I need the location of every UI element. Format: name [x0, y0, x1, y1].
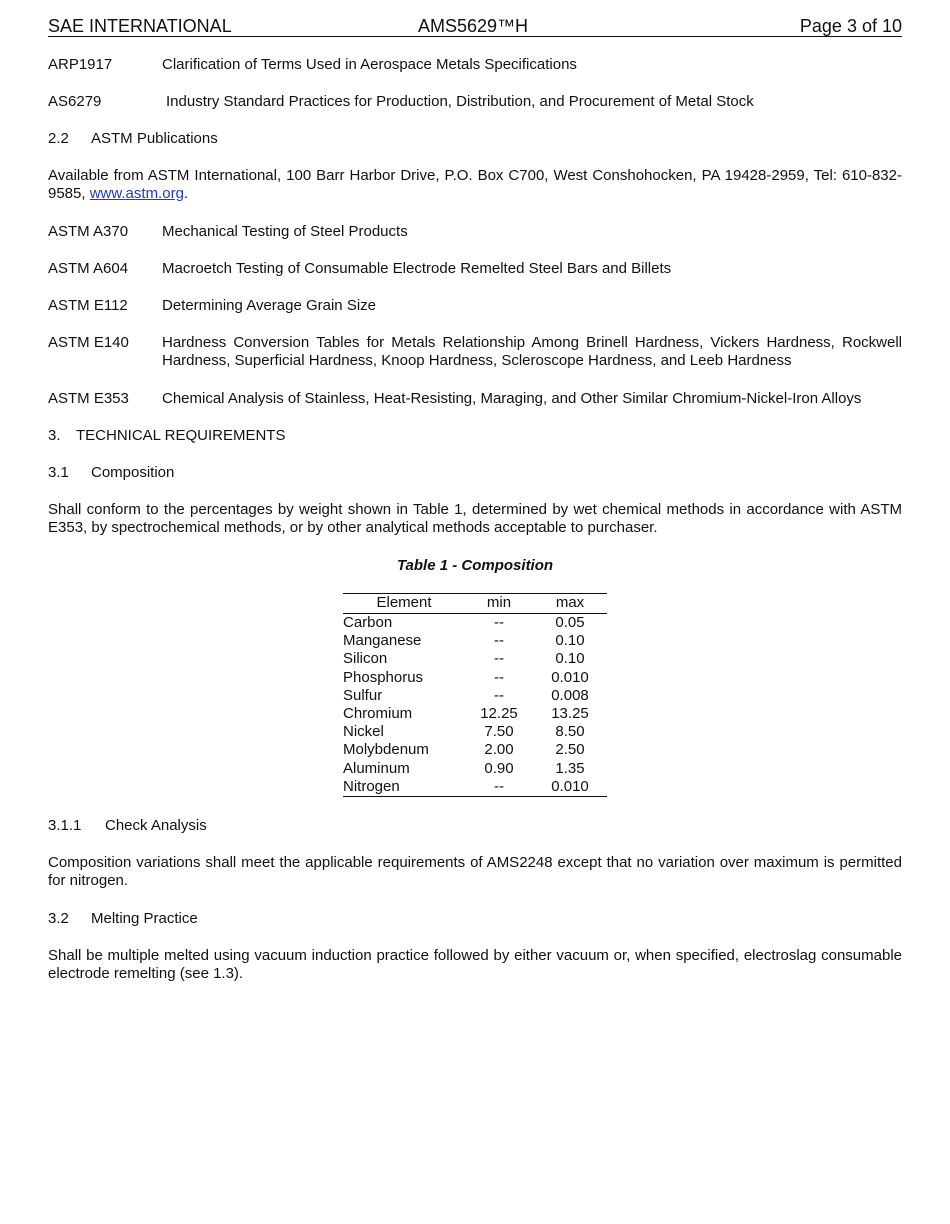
- reference-title: Macroetch Testing of Consumable Electrode Remelted Steel Bars and Billets: [162, 260, 672, 277]
- composition-paragraph: Shall conform to the percentages by weight shown in Table 1, determined by wet chemical methods in accordance with ASTM E353, by spectrochemical methods, or by other analytical methods acceptable to purchaser.: [48, 501, 902, 536]
- table-caption: Table 1 - Composition: [396, 557, 554, 574]
- table-header-row: [343, 594, 607, 614]
- table-row: [343, 723, 607, 741]
- cell-element: Aluminum: [343, 759, 410, 777]
- column-header-element: Element: [376, 594, 432, 612]
- cell-element: Carbon: [343, 614, 393, 631]
- table-row: [343, 687, 607, 705]
- section-title: TECHNICAL REQUIREMENTS: [76, 427, 286, 444]
- availability-text: Available from ASTM International, 100 Barr Harbor Drive, P.O. Box C700, West Conshohocken, PA 19428-2959, Tel: 610-832-9585,: [48, 167, 902, 202]
- section-heading-3-1-1: [48, 817, 902, 835]
- cell-min: --: [494, 668, 504, 686]
- section-number: 3.2: [48, 910, 69, 927]
- reference-title: Mechanical Testing of Steel Products: [162, 223, 408, 240]
- section-title: Melting Practice: [91, 910, 198, 927]
- section-number: 3.1.1: [48, 817, 82, 834]
- cell-max: 8.50: [555, 723, 585, 741]
- page-header: [48, 16, 902, 37]
- section-heading-3-1: [48, 464, 902, 482]
- cell-min: --: [494, 632, 504, 650]
- astm-availability-paragraph: [48, 167, 902, 203]
- table-row: [343, 650, 607, 668]
- reference-code: ASTM E353: [48, 390, 129, 407]
- cell-min: 7.50: [484, 723, 514, 741]
- melting-practice-paragraph: Shall be multiple melted using vacuum induction practice followed by either vacuum or, when specified, electroslag consumable electrode remelting (see 1.3).: [48, 947, 902, 982]
- section-number: 3.1: [48, 464, 69, 481]
- reference-title: Clarification of Terms Used in Aerospace Metals Specifications: [162, 56, 577, 73]
- cell-element: Silicon: [343, 650, 388, 668]
- section-title: Check Analysis: [105, 817, 207, 834]
- cell-min: 0.90: [484, 759, 514, 777]
- link-suffix: .: [183, 185, 189, 202]
- composition-table: [343, 593, 607, 797]
- cell-element: Molybdenum: [343, 741, 429, 759]
- header-doc-id: AMS5629™H: [418, 16, 529, 36]
- reference-title: Hardness Conversion Tables for Metals Relationship Among Brinell Hardness, Vickers Hardness, Rockwell Hardness, Superficial Hardness, Knoop Hardness, Scleroscope Hardness, and Leeb Hardness: [162, 334, 902, 369]
- cell-min: --: [494, 650, 504, 668]
- cell-max: 0.10: [555, 632, 585, 650]
- cell-max: 0.008: [551, 686, 589, 704]
- section-title: Composition: [91, 464, 175, 481]
- reference-code: ASTM A604: [48, 260, 129, 277]
- cell-max: 0.10: [555, 650, 585, 668]
- cell-element: Phosphorus: [343, 668, 424, 686]
- section-heading-3: [48, 427, 902, 445]
- reference-code: ASTM E140: [48, 334, 129, 351]
- header-page-number: Page 3 of 10: [799, 16, 902, 36]
- cell-min: 12.25: [480, 705, 518, 723]
- cell-min: --: [494, 777, 504, 795]
- astm-website-link[interactable]: www.astm.org: [89, 185, 184, 202]
- section-heading-3-2: [48, 910, 902, 928]
- reference-code: AS6279: [48, 93, 102, 110]
- section-heading-2-2: [48, 130, 902, 148]
- section-title: ASTM Publications: [91, 130, 218, 147]
- cell-element: Chromium: [343, 705, 413, 723]
- reference-code: ARP1917: [48, 56, 113, 73]
- cell-element: Sulfur: [343, 686, 383, 704]
- section-number: 2.2: [48, 130, 69, 147]
- check-analysis-paragraph: Composition variations shall meet the applicable requirements of AMS2248 except that no variation over maximum is permitted for nitrogen.: [48, 854, 902, 889]
- cell-min: 2.00: [484, 741, 514, 759]
- cell-element: Nickel: [343, 723, 384, 741]
- cell-max: 0.010: [551, 777, 589, 795]
- table-row: [343, 705, 607, 723]
- table-row: [343, 614, 607, 633]
- reference-title: Industry Standard Practices for Production, Distribution, and Procurement of Metal Stock: [166, 93, 754, 110]
- cell-max: 1.35: [555, 759, 585, 777]
- reference-code: ASTM A370: [48, 223, 129, 240]
- section-number: 3.: [48, 427, 61, 444]
- table-row: [343, 741, 607, 759]
- cell-max: 0.05: [555, 614, 585, 631]
- cell-max: 2.50: [555, 741, 585, 759]
- reference-title: Determining Average Grain Size: [162, 297, 376, 314]
- column-header-max: max: [555, 594, 585, 612]
- cell-min: --: [494, 614, 504, 631]
- header-org: SAE INTERNATIONAL: [48, 16, 232, 36]
- column-header-min: min: [486, 594, 512, 612]
- cell-max: 0.010: [551, 668, 589, 686]
- reference-title: Chemical Analysis of Stainless, Heat-Resisting, Maraging, and Other Similar Chromium-Nickel-Iron Alloys: [162, 390, 862, 407]
- cell-element: Nitrogen: [343, 777, 400, 795]
- table-row: [343, 778, 607, 797]
- cell-element: Manganese: [343, 632, 422, 650]
- table-row: [343, 760, 607, 778]
- cell-max: 13.25: [551, 705, 589, 723]
- table-row: [343, 669, 607, 687]
- table-row: [343, 632, 607, 650]
- reference-code: ASTM E112: [48, 297, 128, 314]
- cell-min: --: [494, 686, 504, 704]
